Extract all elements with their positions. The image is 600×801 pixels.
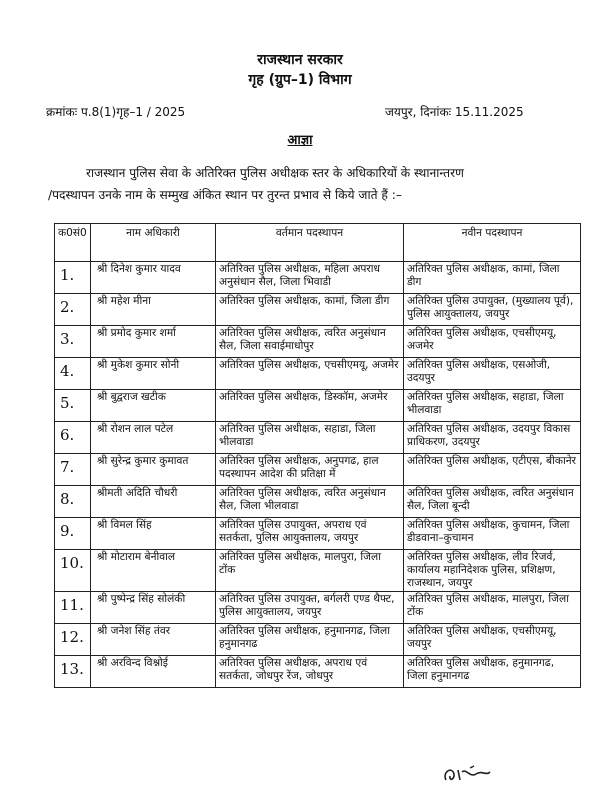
order-number: क्रमांकः प.8(1)गृह–1 / 2025 <box>46 105 186 119</box>
new-posting: अतिरिक्त पुलिस अधीक्षक, एटीएस, बीकानेर <box>404 454 581 486</box>
table-row <box>55 518 581 550</box>
serial-number: 3. <box>55 326 91 358</box>
signature <box>440 762 500 788</box>
place-date: जयपुर, दिनांकः 15.11.2025 <box>385 105 524 119</box>
table-row <box>55 326 581 358</box>
current-posting: अतिरिक्त पुलिस अधीक्षक, मालपुरा, जिला टोंक <box>216 550 404 592</box>
officer-name: श्री प्रमोद कुमार शर्मा <box>91 326 216 358</box>
officer-name: श्री दिनेश कुमार यादव <box>91 262 216 294</box>
department-title: गृह (ग्रुप–1) विभाग <box>248 72 352 88</box>
serial-number: 5. <box>55 390 91 422</box>
officer-name: श्री पुष्पेन्द्र सिंह सोलंकी <box>91 592 216 624</box>
serial-number: 4. <box>55 358 91 390</box>
serial-number: 12. <box>55 624 91 656</box>
officer-name: श्री रोशन लाल पटेल <box>91 422 216 454</box>
table-row <box>55 592 581 624</box>
current-posting: अतिरिक्त पुलिस अधीक्षक, महिला अपराध अनुसंधान सैल, जिला भिवाडी <box>216 262 404 294</box>
new-posting: अतिरिक्त पुलिस अधीक्षक, मालपुरा, जिला टोंक <box>404 592 581 624</box>
table-row <box>55 294 581 326</box>
officer-name: श्री मोटाराम बेनीवाल <box>91 550 216 592</box>
order-heading: आज्ञा <box>287 133 313 148</box>
serial-number: 6. <box>55 422 91 454</box>
table-row <box>55 454 581 486</box>
current-posting: अतिरिक्त पुलिस उपायुक्त, अपराध एवं सतर्कता, पुलिस आयुक्तालय, जयपुर <box>216 518 404 550</box>
current-posting: अतिरिक्त पुलिस अधीक्षक, सहाडा, जिला भीलवाडा <box>216 422 404 454</box>
officer-name: श्री अरविन्द विश्नोई <box>91 656 216 688</box>
officer-name: श्री महेश मीना <box>91 294 216 326</box>
serial-number: 9. <box>55 518 91 550</box>
table-row <box>55 422 581 454</box>
table-row <box>55 390 581 422</box>
current-posting: अतिरिक्त पुलिस अधीक्षक, एचसीएमयू, अजमेर <box>216 358 404 390</box>
current-posting: अतिरिक्त पुलिस अधीक्षक, हनुमानगढ, जिला हनुमानगढ <box>216 624 404 656</box>
current-posting: अतिरिक्त पुलिस उपायुक्त, बर्गलरी एण्ड थैफ्ट, पुलिस आयुक्तालय, जयपुर <box>216 592 404 624</box>
current-posting: अतिरिक्त पुलिस अधीक्षक, त्वरित अनुसंधान सैल, जिला भीलवाडा <box>216 486 404 518</box>
new-posting: अतिरिक्त पुलिस अधीक्षक, उदयपुर विकास प्राधिकरण, उदयपुर <box>404 422 581 454</box>
government-title: राजस्थान सरकार <box>257 52 343 68</box>
table-row <box>55 262 581 294</box>
header-name: नाम अधिकारी <box>91 224 216 262</box>
officer-name: श्री जनेश सिंह तंवर <box>91 624 216 656</box>
serial-number: 2. <box>55 294 91 326</box>
new-posting: अतिरिक्त पुलिस अधीक्षक, कुचामन, जिला डीडवाना–कुचामन <box>404 518 581 550</box>
header-serial: क0सं0 <box>55 224 91 262</box>
intro-line-2: /पदस्थापन उनके नाम के सम्मुख अंकित स्थान पर तुरन्त प्रभाव से किये जाते हैं :– <box>48 188 402 202</box>
officer-name: श्रीमती अदिति चौधरी <box>91 486 216 518</box>
officer-name: श्री मुकेश कुमार सोनी <box>91 358 216 390</box>
intro-line-1: राजस्थान पुलिस सेवा के अतिरिक्त पुलिस अधीक्षक स्तर के अधिकारियों के स्थानान्तरण <box>86 166 464 180</box>
current-posting: अतिरिक्त पुलिस अधीक्षक, अनुपगढ, हाल पदस्थापन आदेश की प्रतिक्षा में <box>216 454 404 486</box>
new-posting: अतिरिक्त पुलिस अधीक्षक, लीव रिजर्व, कार्यालय महानिदेशक पुलिस, प्रशिक्षण, राजस्थान, जयपुर <box>404 550 581 592</box>
serial-number: 7. <box>55 454 91 486</box>
intro-paragraph <box>48 162 578 206</box>
header-current-posting: वर्तमान पदस्थापन <box>216 224 404 262</box>
table-row <box>55 486 581 518</box>
new-posting: अतिरिक्त पुलिस अधीक्षक, एचसीएमयू, अजमेर <box>404 326 581 358</box>
new-posting: अतिरिक्त पुलिस अधीक्षक, एसओजी, उदयपुर <box>404 358 581 390</box>
officer-name: श्री सुरेन्द्र कुमार कुमावत <box>91 454 216 486</box>
serial-number: 13. <box>55 656 91 688</box>
table-header-row <box>55 224 581 262</box>
new-posting: अतिरिक्त पुलिस अधीक्षक, एचसीएमयू, जयपुर <box>404 624 581 656</box>
table-row <box>55 624 581 656</box>
table-row <box>55 550 581 592</box>
transfer-table <box>54 223 581 688</box>
current-posting: अतिरिक्त पुलिस अधीक्षक, कामां, जिला डीग <box>216 294 404 326</box>
new-posting: अतिरिक्त पुलिस उपायुक्त, (मुख्यालय पूर्व), पुलिस आयुक्तालय, जयपुर <box>404 294 581 326</box>
new-posting: अतिरिक्त पुलिस अधीक्षक, कामां, जिला डीग <box>404 262 581 294</box>
serial-number: 10. <box>55 550 91 592</box>
current-posting: अतिरिक्त पुलिस अधीक्षक, त्वरित अनुसंधान सैल, जिला सवाईमाधोपुर <box>216 326 404 358</box>
table-row <box>55 656 581 688</box>
current-posting: अतिरिक्त पुलिस अधीक्षक, अपराध एवं सतर्कता, जोधपुर रेंज, जोधपुर <box>216 656 404 688</box>
serial-number: 8. <box>55 486 91 518</box>
officer-name: श्री विमल सिंह <box>91 518 216 550</box>
new-posting: अतिरिक्त पुलिस अधीक्षक, त्वरित अनुसंधान सैल, जिला बून्दी <box>404 486 581 518</box>
header-new-posting: नवीन पदस्थापन <box>404 224 581 262</box>
officer-name: श्री बुद्वराज खटीक <box>91 390 216 422</box>
current-posting: अतिरिक्त पुलिस अधीक्षक, डिस्कॉम, अजमेर <box>216 390 404 422</box>
new-posting: अतिरिक्त पुलिस अधीक्षक, सहाडा, जिला भीलवाडा <box>404 390 581 422</box>
new-posting: अतिरिक्त पुलिस अधीक्षक, हनुमानगढ, जिला हनुमानगढ <box>404 656 581 688</box>
table-row <box>55 358 581 390</box>
serial-number: 1. <box>55 262 91 294</box>
serial-number: 11. <box>55 592 91 624</box>
